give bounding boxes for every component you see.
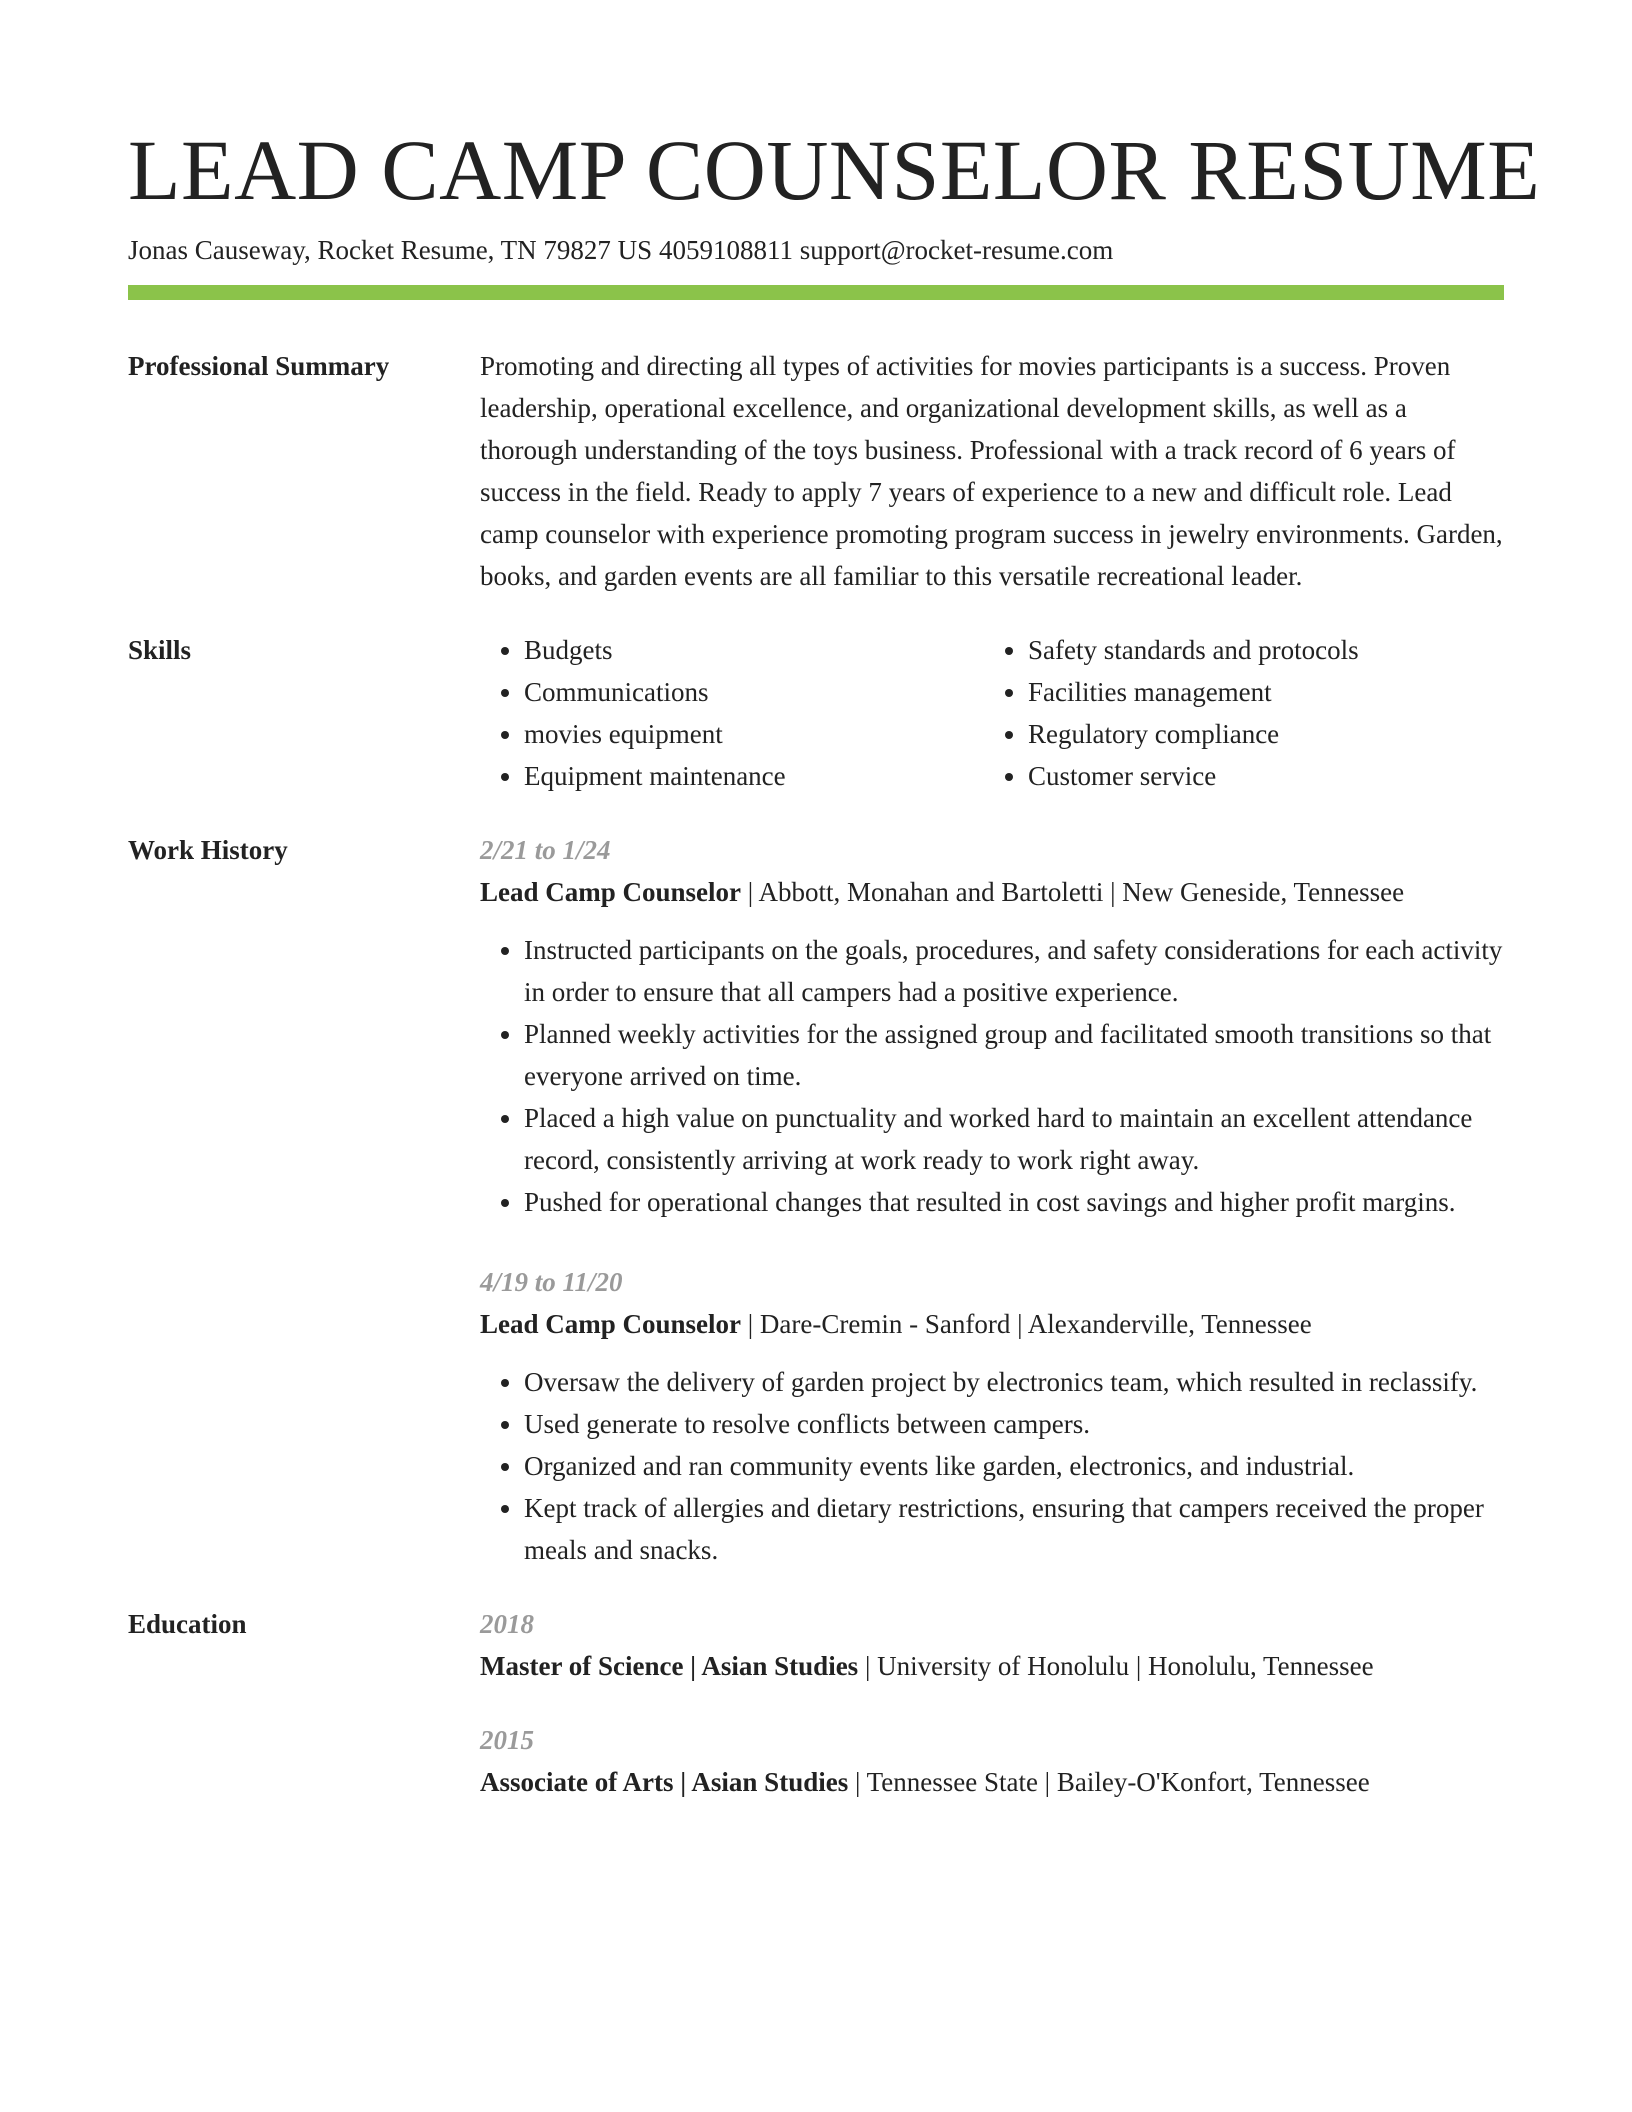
job-bullet: • Instructed participants on the goals, procedures, and safety considerations for each activity in order to ensure that all campers had a positive experience. — [524, 929, 1504, 1013]
job-bullet: • Oversaw the delivery of garden project by electronics team, which resulted in reclassify. — [524, 1361, 1504, 1403]
job-bullet: • Kept track of allergies and dietary restrictions, ensuring that campers received the proper meals and snacks. — [524, 1487, 1504, 1571]
skills-body — [480, 629, 1504, 797]
job-bullet: • Placed a high value on punctuality and worked hard to maintain an excellent attendance record, consistently arriving at work ready to work right away. — [524, 1097, 1504, 1181]
job-dates: 4/19 to 11/20 — [480, 1267, 623, 1297]
skill-item: • Customer service — [1028, 755, 1488, 797]
resume-title: LEAD CAMP COUNSELOR RESUME — [128, 122, 1541, 218]
education-entry — [480, 1603, 1504, 1687]
job-dates: 2/21 to 1/24 — [480, 835, 611, 865]
skill-item: • Regulatory compliance — [1028, 713, 1488, 755]
summary-body — [480, 345, 1504, 597]
job-title: Lead Camp Counselor — [480, 877, 742, 907]
skills-column-right — [984, 629, 1488, 797]
education-line — [480, 1761, 1504, 1803]
education-line — [480, 1645, 1504, 1687]
skill-item: • Safety standards and protocols — [1028, 629, 1488, 671]
job-responsibilities — [480, 1361, 1504, 1571]
education-heading: Education — [128, 1609, 247, 1639]
degree-name: Master of Science | Asian Studies — [480, 1651, 859, 1681]
summary-heading: Professional Summary — [128, 351, 390, 381]
job-employer-location: | Dare-Cremin - Sanford | Alexanderville, Tennessee — [741, 1309, 1312, 1339]
school-location: | University of Honolulu | Honolulu, Tennessee — [858, 1651, 1374, 1681]
job-responsibilities — [480, 929, 1504, 1223]
job-bullet: • Pushed for operational changes that resulted in cost savings and higher profit margins. — [524, 1181, 1504, 1223]
accent-divider — [128, 285, 1504, 300]
skill-item: • Facilities management — [1028, 671, 1488, 713]
job-role-line — [480, 871, 1504, 913]
skill-item: • movies equipment — [524, 713, 984, 755]
job-entry — [480, 1261, 1504, 1571]
education-body — [480, 1603, 1504, 1803]
skills-heading: Skills — [128, 635, 192, 665]
summary-text: Promoting and directing all types of activities for movies participants is a success. Proven leadership, operational excellence, and organizational development skills, as well as a thorough understanding of the toys business. Professional with a track record of 6 years of success in the field. Ready to apply 7 years of experience to a new and difficult role. Lead camp counselor with experience promoting program success in jewelry environments. Garden, books, and garden events are all familiar to this versatile recreational leader. — [480, 351, 1503, 591]
job-bullet: • Organized and ran community events like garden, electronics, and industrial. — [524, 1445, 1504, 1487]
job-role-line — [480, 1303, 1504, 1345]
skill-item: • Communications — [524, 671, 984, 713]
degree-name: Associate of Arts | Asian Studies — [480, 1767, 849, 1797]
summary-section — [128, 345, 1504, 597]
skills-column-left — [480, 629, 984, 797]
job-title: Lead Camp Counselor — [480, 1309, 742, 1339]
work-history-section — [128, 829, 1504, 1571]
job-bullet: • Used generate to resolve conflicts between campers. — [524, 1403, 1504, 1445]
skills-section — [128, 629, 1504, 797]
education-year: 2015 — [480, 1725, 534, 1755]
skill-item: • Equipment maintenance — [524, 755, 984, 797]
education-year: 2018 — [480, 1609, 534, 1639]
education-entry — [480, 1719, 1504, 1803]
skills-grid — [480, 629, 1504, 797]
work-history-heading: Work History — [128, 835, 288, 865]
job-employer-location: | Abbott, Monahan and Bartoletti | New Geneside, Tennessee — [741, 877, 1405, 907]
school-location: | Tennessee State | Bailey-O'Konfort, Tennessee — [848, 1767, 1370, 1797]
job-entry — [480, 829, 1504, 1223]
education-section — [128, 1603, 1504, 1803]
job-bullet: • Planned weekly activities for the assigned group and facilitated smooth transitions so that everyone arrived on time. — [524, 1013, 1504, 1097]
skill-item: • Budgets — [524, 629, 984, 671]
contact-line: Jonas Causeway, Rocket Resume, TN 79827 US 4059108811 support@rocket-resume.com — [128, 235, 1114, 265]
work-history-body — [480, 829, 1504, 1571]
